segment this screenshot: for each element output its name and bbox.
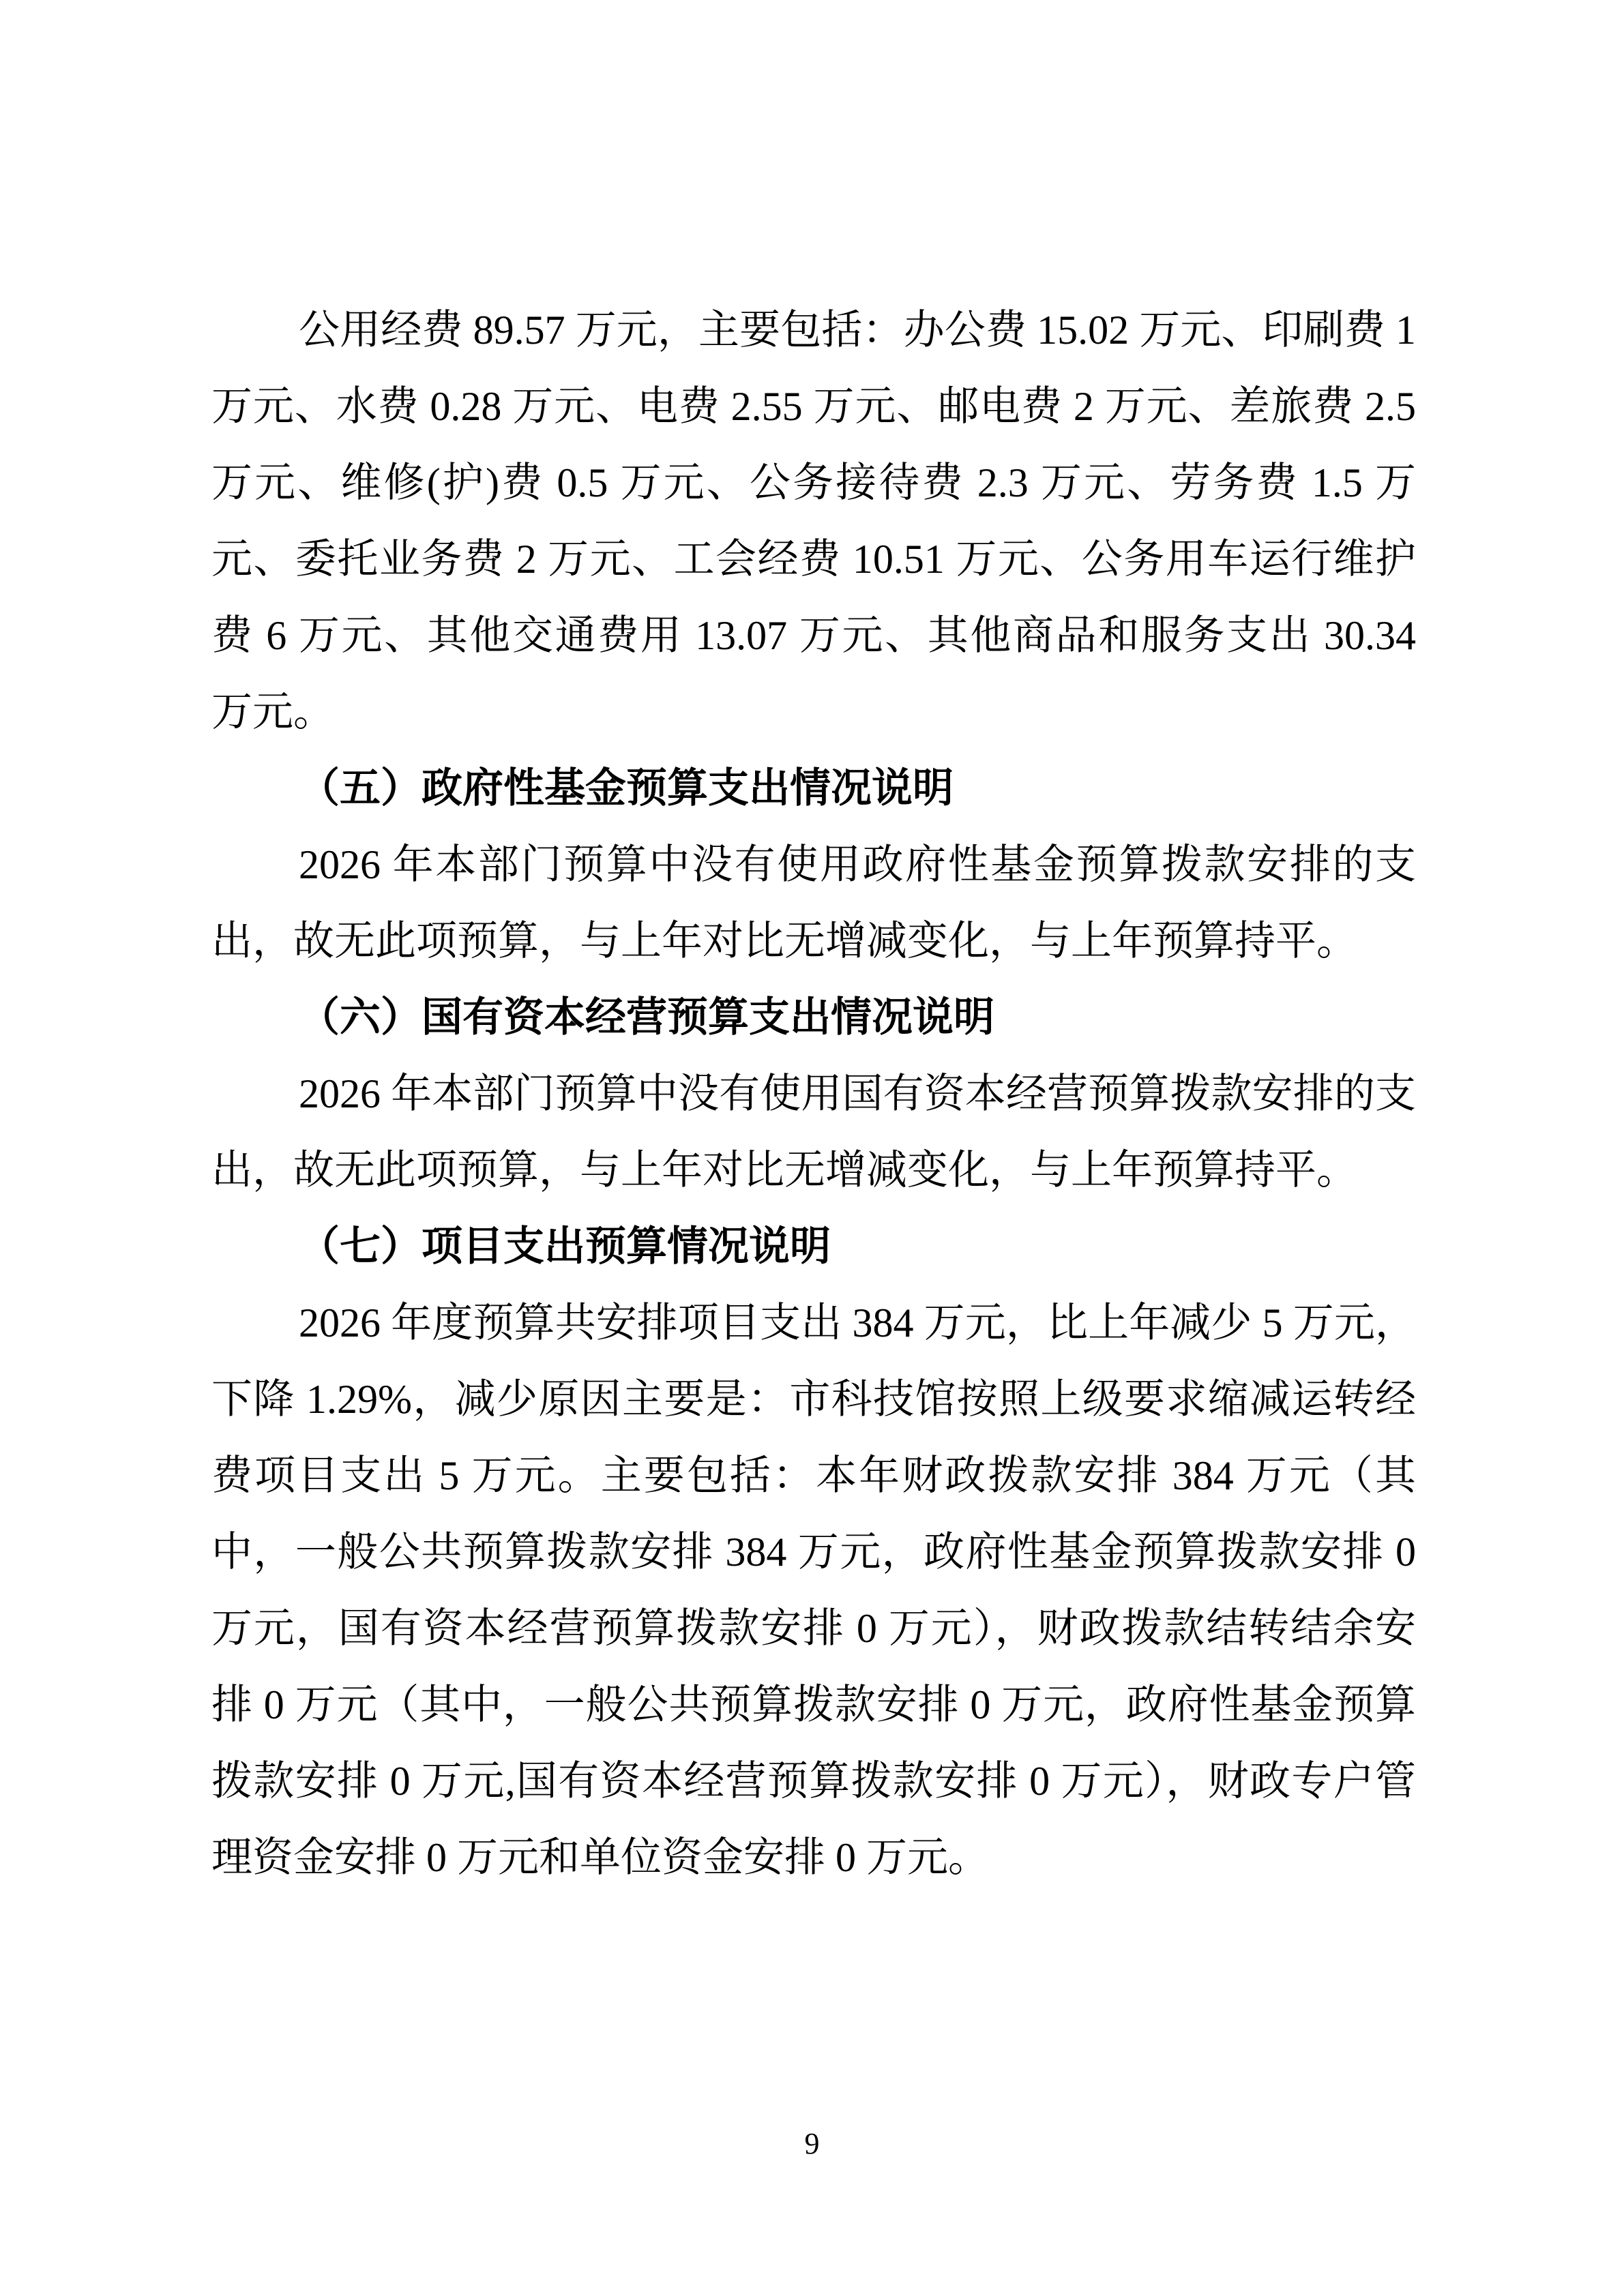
document-body <box>211 292 1416 1896</box>
page-footer <box>0 2126 1624 2162</box>
heading-section-6-state-capital-budget: （六）国有资本经营预算支出情况说明 <box>299 994 994 1040</box>
heading-section-7-project-expenditure: （七）项目支出预算情况说明 <box>299 1223 831 1269</box>
heading-section-5-government-fund-budget: （五）政府性基金预算支出情况说明 <box>299 765 954 811</box>
paragraph-section-5-body: 2026 年本部门预算中没有使用政府性基金预算拨款安排的支出，故无此项预算，与上年对比无增减变化，与上年预算持平。 <box>211 842 1416 964</box>
paragraph-section-6-body: 2026 年本部门预算中没有使用国有资本经营预算拨款安排的支出，故无此项预算，与上年对比无增减变化，与上年预算持平。 <box>211 1071 1416 1193</box>
paragraph-public-funds-breakdown: 公用经费 89.57 万元，主要包括：办公费 15.02 万元、印刷费 1 万元、水费 0.28 万元、电费 2.55 万元、邮电费 2 万元、差旅费 2.5 万元、维修(护)费 0.5 万元、公务接待费 2.3 万元、劳务费 1.5 万元、委托业务费 2 万元、工会经费 10.51 万元、公务用车运行维护费 6 万元、其他交通费用 13.07 万元、其他商品和服务支出 30.34 万元。 <box>211 308 1416 734</box>
page-number: 9 <box>804 2127 820 2160</box>
paragraph-section-7-body: 2026 年度预算共安排项目支出 384 万元，比上年减少 5 万元，下降 1.29%，减少原因主要是：市科技馆按照上级要求缩减运转经费项目支出 5 万元。主要包括：本年财政拨款安排 384 万元（其中，一般公共预算拨款安排 384 万元，政府性基金预算拨款安排 0 万元，国有资本经营预算拨款安排 0 万元），财政拨款结转结余安排 0 万元（其中，一般公共预算拨款安排 0 万元，政府性基金预算拨款安排 0 万元,国有资本经营预算拨款安排 0 万元），财政专户管理资金安排 0 万元和单位资金安排 0 万元。 <box>211 1300 1416 1880</box>
